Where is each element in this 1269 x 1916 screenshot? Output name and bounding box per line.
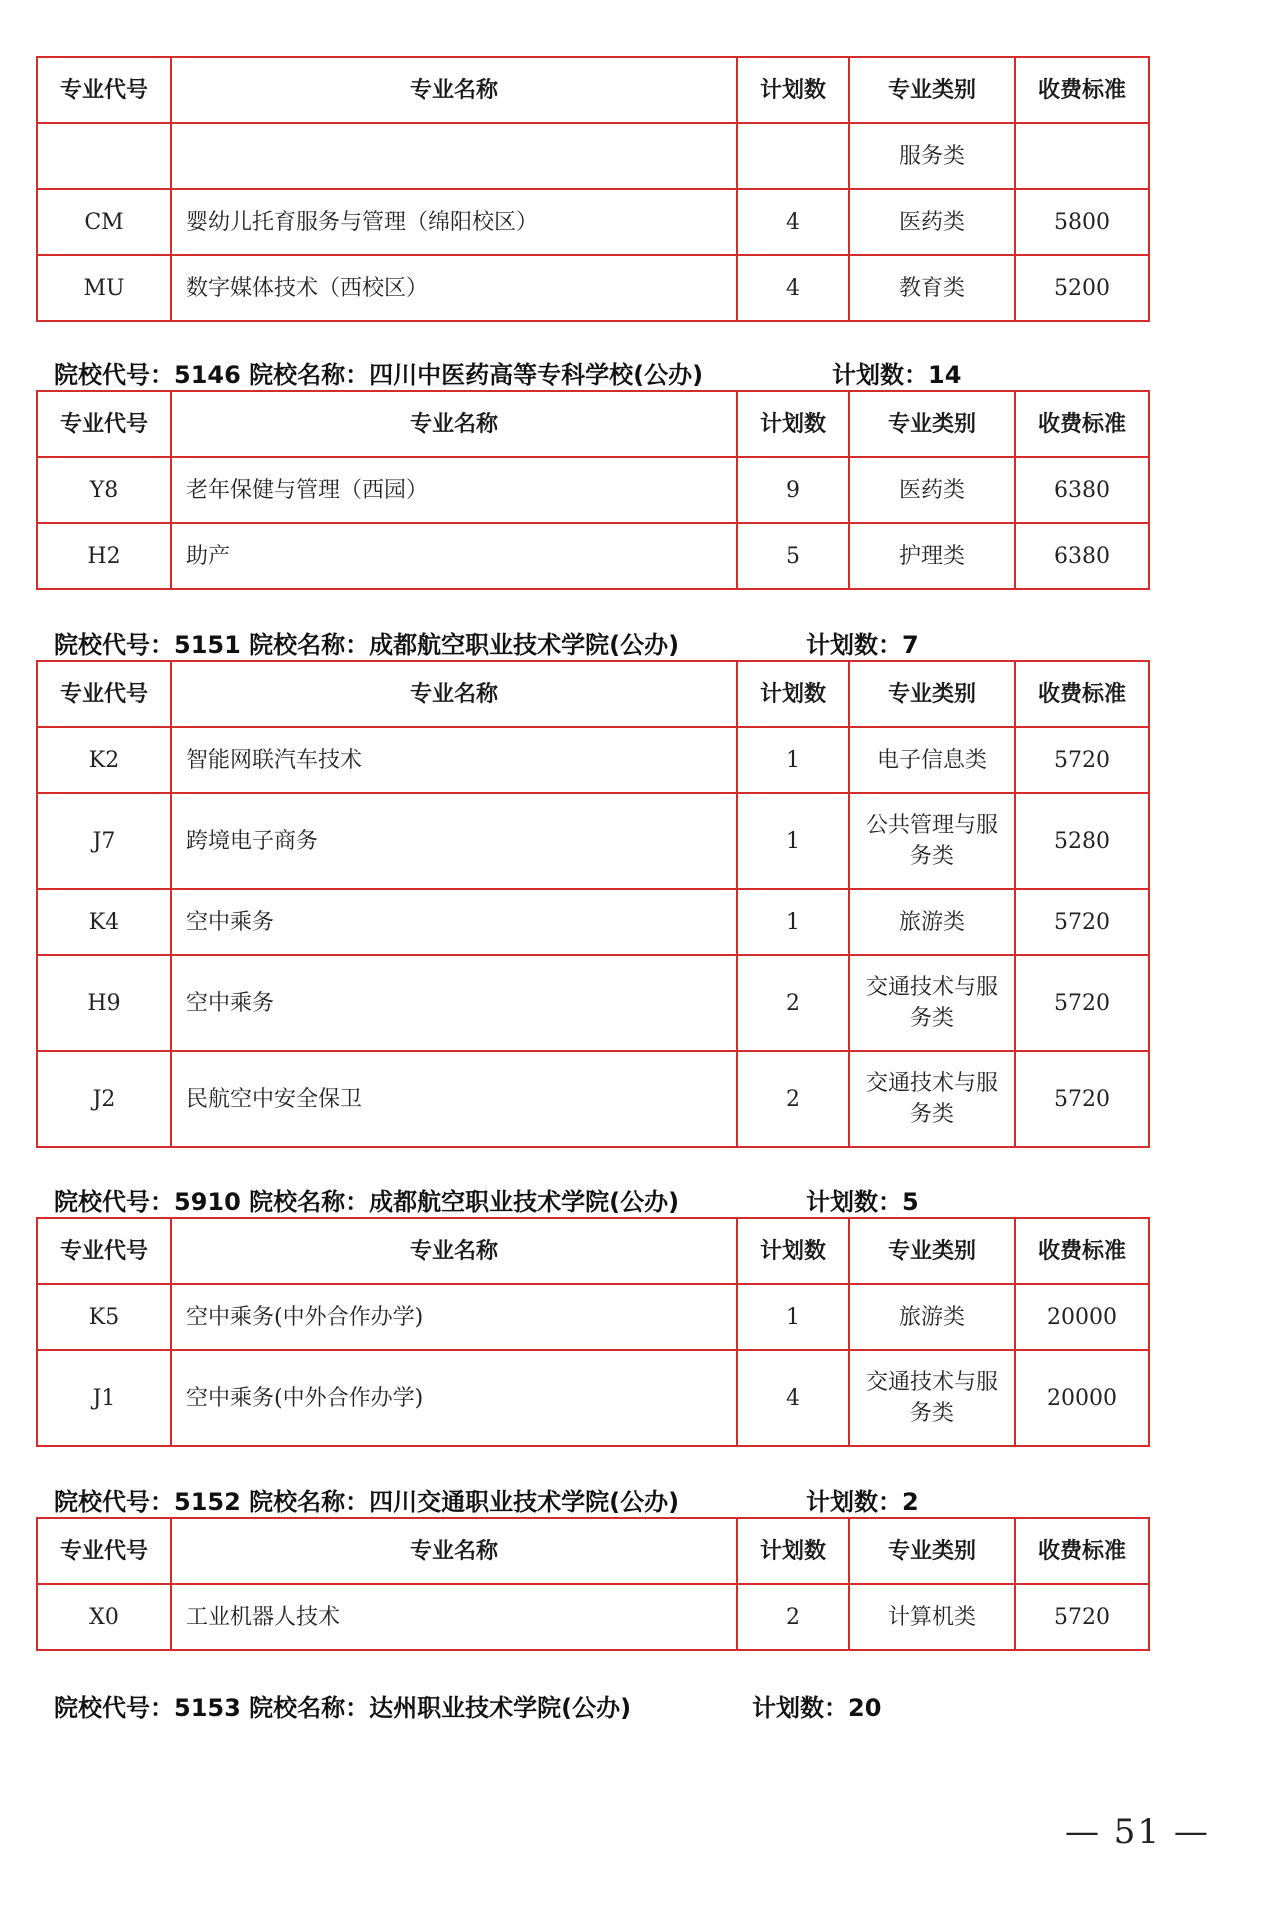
school-heading (54, 625, 919, 660)
cell-name: 空中乘务 (171, 955, 737, 1051)
header-plan: 计划数 (737, 1518, 849, 1584)
table-row (37, 955, 1149, 1051)
table-row (37, 1284, 1149, 1350)
cell-fee: 5720 (1015, 889, 1149, 955)
cell-fee: 5200 (1015, 255, 1149, 321)
table-row (37, 189, 1149, 255)
header-fee: 收费标准 (1015, 1518, 1149, 1584)
school-info: 院校代号：5153 院校名称：达州职业技术学院(公办) (54, 1694, 632, 1722)
school-plan-count: 计划数：7 (806, 631, 919, 659)
cell-fee: 6380 (1015, 457, 1149, 523)
header-code: 专业代号 (37, 1218, 171, 1284)
table-row (37, 255, 1149, 321)
header-fee: 收费标准 (1015, 661, 1149, 727)
cell-fee: 6380 (1015, 523, 1149, 589)
major-table (36, 1517, 1150, 1651)
header-code: 专业代号 (37, 57, 171, 123)
cell-plan: 4 (737, 255, 849, 321)
table-header-row (37, 391, 1149, 457)
header-category: 专业类别 (849, 57, 1015, 123)
cell-code (37, 123, 171, 189)
cell-category: 教育类 (849, 255, 1015, 321)
header-plan: 计划数 (737, 1218, 849, 1284)
cell-name: 婴幼儿托育服务与管理（绵阳校区） (171, 189, 737, 255)
cell-fee: 20000 (1015, 1284, 1149, 1350)
major-table (36, 1217, 1150, 1447)
cell-plan: 9 (737, 457, 849, 523)
school-heading (54, 1182, 919, 1217)
cell-name: 民航空中安全保卫 (171, 1051, 737, 1147)
header-code: 专业代号 (37, 661, 171, 727)
cell-plan (737, 123, 849, 189)
header-code: 专业代号 (37, 391, 171, 457)
table-header-row (37, 1518, 1149, 1584)
cell-fee: 5720 (1015, 1051, 1149, 1147)
cell-code: J1 (37, 1350, 171, 1446)
school-info: 院校代号：5910 院校名称：成都航空职业技术学院(公办) (54, 1188, 680, 1216)
header-plan: 计划数 (737, 57, 849, 123)
cell-plan: 1 (737, 793, 849, 889)
cell-plan: 2 (737, 1584, 849, 1650)
school-info: 院校代号：5152 院校名称：四川交通职业技术学院(公办) (54, 1488, 680, 1516)
cell-code: H2 (37, 523, 171, 589)
cell-plan: 2 (737, 955, 849, 1051)
school-info: 院校代号：5151 院校名称：成都航空职业技术学院(公办) (54, 631, 680, 659)
cell-name: 数字媒体技术（西校区） (171, 255, 737, 321)
header-name: 专业名称 (171, 1218, 737, 1284)
cell-fee: 5800 (1015, 189, 1149, 255)
cell-name: 跨境电子商务 (171, 793, 737, 889)
header-name: 专业名称 (171, 1518, 737, 1584)
cell-fee (1015, 123, 1149, 189)
cell-fee: 20000 (1015, 1350, 1149, 1446)
cell-name (171, 123, 737, 189)
header-fee: 收费标准 (1015, 1218, 1149, 1284)
cell-name: 空中乘务(中外合作办学) (171, 1350, 737, 1446)
cell-fee: 5720 (1015, 727, 1149, 793)
cell-category: 计算机类 (849, 1584, 1015, 1650)
header-plan: 计划数 (737, 391, 849, 457)
school-plan-count: 计划数：2 (806, 1488, 919, 1516)
cell-category: 旅游类 (849, 889, 1015, 955)
cell-name: 工业机器人技术 (171, 1584, 737, 1650)
table-row (37, 1350, 1149, 1446)
cell-code: X0 (37, 1584, 171, 1650)
header-name: 专业名称 (171, 391, 737, 457)
header-category: 专业类别 (849, 1218, 1015, 1284)
school-heading (54, 1482, 919, 1517)
table-row (37, 123, 1149, 189)
table-row (37, 793, 1149, 889)
cell-code: J7 (37, 793, 171, 889)
school-heading (54, 355, 962, 390)
cell-category: 交通技术与服务类 (849, 1350, 1015, 1446)
header-plan: 计划数 (737, 661, 849, 727)
cell-code: Y8 (37, 457, 171, 523)
cell-code: H9 (37, 955, 171, 1051)
cell-code: MU (37, 255, 171, 321)
header-name: 专业名称 (171, 661, 737, 727)
table-row (37, 523, 1149, 589)
table-row (37, 1584, 1149, 1650)
cell-category: 交通技术与服务类 (849, 955, 1015, 1051)
cell-plan: 5 (737, 523, 849, 589)
table-row (37, 1051, 1149, 1147)
header-code: 专业代号 (37, 1518, 171, 1584)
cell-fee: 5280 (1015, 793, 1149, 889)
cell-category: 医药类 (849, 457, 1015, 523)
cell-name: 空中乘务 (171, 889, 737, 955)
header-category: 专业类别 (849, 1518, 1015, 1584)
table-header-row (37, 57, 1149, 123)
cell-code: K5 (37, 1284, 171, 1350)
cell-category: 旅游类 (849, 1284, 1015, 1350)
cell-category: 服务类 (849, 123, 1015, 189)
major-table (36, 390, 1150, 590)
cell-fee: 5720 (1015, 1584, 1149, 1650)
header-name: 专业名称 (171, 57, 737, 123)
major-table-continued (36, 56, 1150, 322)
header-fee: 收费标准 (1015, 57, 1149, 123)
school-plan-count: 计划数：14 (832, 361, 962, 389)
cell-plan: 2 (737, 1051, 849, 1147)
table-header-row (37, 661, 1149, 727)
cell-category: 交通技术与服务类 (849, 1051, 1015, 1147)
cell-category: 护理类 (849, 523, 1015, 589)
table-header-row (37, 1218, 1149, 1284)
school-plan-count: 计划数：5 (806, 1188, 919, 1216)
cell-plan: 4 (737, 189, 849, 255)
cell-category: 公共管理与服务类 (849, 793, 1015, 889)
cell-code: J2 (37, 1051, 171, 1147)
page-number: — 51 — (1065, 1812, 1210, 1852)
cell-code: CM (37, 189, 171, 255)
cell-plan: 1 (737, 889, 849, 955)
school-plan-count: 计划数：20 (752, 1694, 882, 1722)
cell-plan: 1 (737, 1284, 849, 1350)
cell-category: 医药类 (849, 189, 1015, 255)
cell-name: 老年保健与管理（西园） (171, 457, 737, 523)
major-table (36, 660, 1150, 1148)
table-row (37, 889, 1149, 955)
school-info: 院校代号：5146 院校名称：四川中医药高等专科学校(公办) (54, 361, 704, 389)
cell-category: 电子信息类 (849, 727, 1015, 793)
cell-name: 智能网联汽车技术 (171, 727, 737, 793)
school-heading (54, 1688, 882, 1723)
table-row (37, 457, 1149, 523)
cell-code: K4 (37, 889, 171, 955)
cell-code: K2 (37, 727, 171, 793)
table-row (37, 727, 1149, 793)
cell-fee: 5720 (1015, 955, 1149, 1051)
cell-plan: 4 (737, 1350, 849, 1446)
cell-name: 空中乘务(中外合作办学) (171, 1284, 737, 1350)
header-category: 专业类别 (849, 391, 1015, 457)
cell-plan: 1 (737, 727, 849, 793)
cell-name: 助产 (171, 523, 737, 589)
header-fee: 收费标准 (1015, 391, 1149, 457)
header-category: 专业类别 (849, 661, 1015, 727)
